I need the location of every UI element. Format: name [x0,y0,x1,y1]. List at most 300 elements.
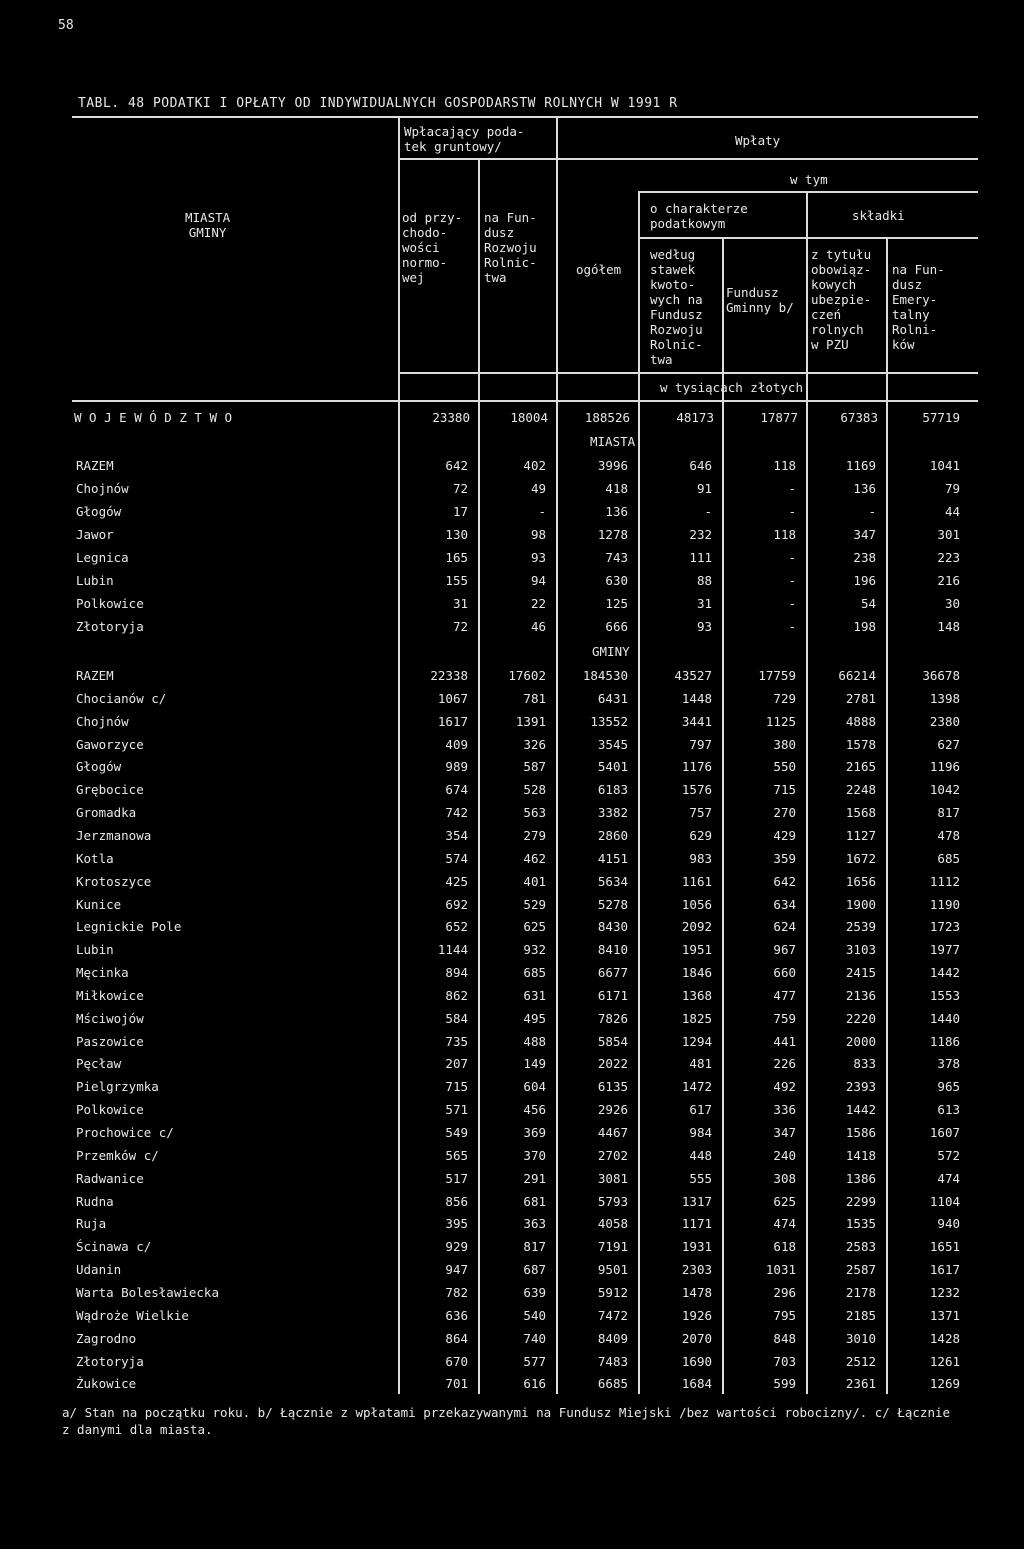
commune-row-value: 4888 [845,713,876,729]
table-title: TABL. 48 PODATKI I OPŁATY OD INDYWIDUALNYCH GOSPODARSTW ROLNYCH W 1991 R [78,96,678,111]
commune-row-value: 529 [523,896,546,912]
city-row-value: 98 [530,527,546,542]
commune-row-value: 965 [937,1079,960,1095]
commune-row-value: 617 [689,1102,712,1118]
city-row-value: - [868,504,876,519]
commune-row-value: 6135 [597,1079,628,1095]
commune-row-value: 1926 [681,1307,712,1323]
voivodeship-values [398,410,968,425]
commune-row-value: 687 [523,1262,546,1278]
commune-row-value: 625 [773,1193,796,1209]
voivodeship-value: 17877 [760,410,798,425]
commune-row-value: 36678 [922,668,960,683]
commune-row-value: 149 [523,1056,546,1072]
city-row-value: 3996 [597,458,628,473]
city-row-value: 216 [937,573,960,588]
commune-row-value: 681 [523,1193,546,1209]
commune-row-value: 441 [773,1033,796,1049]
header-payments-group: Wpłaty [735,133,781,148]
commune-row-value: 5278 [597,896,628,912]
commune-row-value: 6677 [597,965,628,981]
commune-row-value: 795 [773,1307,796,1323]
commune-row-value: 6431 [597,690,628,706]
rule-charakter [640,237,978,239]
rule-top [72,116,978,118]
commune-row-value: 757 [689,805,712,821]
voivodeship-value: 23380 [432,410,470,425]
commune-row-value: 563 [523,805,546,821]
commune-row-value: 565 [445,1147,468,1163]
commune-row-value: 409 [445,736,468,752]
commune-row-value: 5912 [597,1284,628,1300]
commune-row-value: 1586 [845,1125,876,1140]
commune-row-value: 759 [773,1010,796,1026]
commune-row-name: Paszowice [76,1033,144,1049]
commune-row-name: Wądroże Wielkie [76,1307,189,1323]
commune-row-value: 833 [853,1056,876,1072]
commune-row-value: 370 [523,1147,546,1163]
commune-row-value: 1440 [929,1010,960,1026]
commune-row-value: 1196 [929,759,960,775]
commune-row-value: 2248 [845,782,876,798]
commune-row-value: 555 [689,1170,712,1186]
commune-row-value: 2136 [845,987,876,1003]
commune-row-value: 587 [523,759,546,775]
commune-row-name: Chojnów [76,713,129,729]
commune-row-value: 1176 [681,759,712,775]
commune-row-value: 1428 [929,1330,960,1346]
header-skladki: składki [852,208,905,223]
commune-row-value: 781 [523,690,546,706]
commune-row-value: 2185 [845,1307,876,1323]
commune-row-value: 1368 [681,987,712,1003]
commune-row-value: 660 [773,965,796,981]
city-row-value: 22 [530,596,546,611]
city-row-name: RAZEM [76,458,114,473]
commune-row-value: 940 [937,1216,960,1232]
commune-row-value: 613 [937,1102,960,1118]
city-row-value: 196 [853,573,876,588]
commune-row-value: 670 [445,1353,468,1369]
city-row-value: 1169 [845,458,876,473]
city-row-value: 232 [689,527,712,542]
commune-row-value: 2303 [681,1262,712,1278]
commune-row-value: 1042 [929,782,960,798]
city-row-value: 646 [689,458,712,473]
commune-row-value: 1900 [845,896,876,912]
header-tax-group: Wpłacający poda- tek gruntowy/ [404,124,525,154]
commune-row-value: 929 [445,1239,468,1255]
commune-row-value: 616 [523,1376,546,1392]
commune-row-value: 1478 [681,1284,712,1300]
city-row-value: - [788,573,796,588]
commune-row-value: 478 [937,827,960,843]
commune-row-value: 3545 [597,736,628,752]
commune-row-value: 1723 [929,919,960,935]
commune-row-value: 782 [445,1284,468,1300]
commune-row-name: Zagrodno [76,1330,137,1346]
commune-row-value: 571 [445,1102,468,1118]
commune-row-value: 2220 [845,1010,876,1026]
commune-row-value: 729 [773,690,796,706]
commune-row-value: 7483 [597,1353,628,1369]
commune-row-value: 456 [523,1102,546,1118]
commune-row-value: 184530 [582,668,628,683]
commune-row-value: 5401 [597,759,628,775]
commune-row-value: 715 [445,1079,468,1095]
commune-row-value: 474 [937,1170,960,1186]
commune-row-value: 401 [523,873,546,889]
commune-row-value: 2860 [597,827,628,843]
rule-header-bottom [72,400,978,402]
commune-row-value: 1104 [929,1193,960,1209]
commune-row-value: 735 [445,1033,468,1049]
commune-row-value: 574 [445,850,468,866]
city-row-value: 72 [452,619,468,634]
header-charakter: o charakterze podatkowym [650,201,748,231]
city-row-value: 54 [860,596,876,611]
city-row-value: 418 [605,481,628,496]
commune-row-value: 2165 [845,759,876,775]
city-row-value: 93 [696,619,712,634]
commune-row-value: 3382 [597,805,628,821]
commune-row-value: 13552 [590,713,628,729]
commune-row-value: 625 [523,919,546,935]
commune-row-value: 6171 [597,987,628,1003]
commune-row-value: 624 [773,919,796,935]
city-row-value: 642 [445,458,468,473]
city-row-name: Lubin [76,573,114,588]
commune-row-value: 636 [445,1307,468,1323]
commune-row-value: 618 [773,1239,796,1255]
commune-row-name: Pęcław [76,1056,122,1072]
commune-row-value: 797 [689,736,712,752]
commune-row-value: 1607 [929,1125,960,1140]
header-w-tym: w tym [790,172,828,187]
commune-row-name: Ścinawa c/ [76,1239,152,1255]
city-row-value: 1041 [929,458,960,473]
voivodeship-value: 57719 [922,410,960,425]
commune-row-value: 8410 [597,942,628,958]
commune-row-value: 1825 [681,1010,712,1026]
commune-row-value: 1448 [681,690,712,706]
commune-row-value: 1232 [929,1284,960,1300]
commune-row-value: 983 [689,850,712,866]
commune-row-name: Grębocice [76,782,144,798]
commune-row-name: Prochowice c/ [76,1125,174,1140]
commune-row-value: 270 [773,805,796,821]
commune-row-value: 967 [773,942,796,958]
city-row-value: 93 [530,550,546,565]
commune-row-value: 1112 [929,873,960,889]
city-row-value: 30 [944,596,960,611]
commune-row-value: 369 [523,1125,546,1140]
commune-row-value: 894 [445,965,468,981]
commune-row-value: 2022 [597,1056,628,1072]
city-row-value: 666 [605,619,628,634]
voivodeship-value: 67383 [840,410,878,425]
commune-row-value: 550 [773,759,796,775]
commune-row-value: 1442 [845,1102,876,1118]
city-row-name: Głogów [76,504,122,519]
commune-row-value: 17759 [758,668,796,683]
commune-row-value: 5854 [597,1033,628,1049]
city-row-value: - [788,504,796,519]
commune-row-value: 577 [523,1353,546,1369]
commune-row-name: Miłkowice [76,987,144,1003]
city-row-value: - [788,619,796,634]
commune-row-value: 2583 [845,1239,876,1255]
city-row-name: Polkowice [76,596,144,611]
commune-row-name: Chocianów c/ [76,690,167,706]
commune-row-value: 495 [523,1010,546,1026]
commune-row-value: 864 [445,1330,468,1346]
commune-row-value: 599 [773,1376,796,1392]
commune-row-name: Kunice [76,896,122,912]
commune-row-value: 5793 [597,1193,628,1209]
commune-row-value: 1931 [681,1239,712,1255]
commune-row-value: 308 [773,1170,796,1186]
city-row-value: - [788,596,796,611]
commune-row-name: Polkowice [76,1102,144,1118]
commune-row-name: Jerzmanowa [76,827,152,843]
header-insurance: z tytułu obowiąz- kowych ubezpie- czeń rolnych w PZU [811,247,872,352]
commune-row-name: Legnickie Pole [76,919,182,935]
commune-row-value: 7191 [597,1239,628,1255]
commune-row-value: 1294 [681,1033,712,1049]
header-units: w tysiącach złotych [660,380,803,395]
commune-row-value: 627 [937,736,960,752]
city-row-value: 136 [853,481,876,496]
commune-row-value: 8409 [597,1330,628,1346]
commune-row-value: 226 [773,1056,796,1072]
commune-row-value: 7472 [597,1307,628,1323]
commune-row-value: 6685 [597,1376,628,1392]
commune-row-value: 1317 [681,1193,712,1209]
city-row-value: 118 [773,458,796,473]
city-row-value: 91 [696,481,712,496]
city-row-value: 17 [452,504,468,519]
commune-row-value: 3081 [597,1170,628,1186]
city-row-value: 118 [773,527,796,542]
commune-row-value: 2587 [845,1262,876,1278]
commune-row-value: 634 [773,896,796,912]
commune-row-value: 1386 [845,1170,876,1186]
commune-row-value: 947 [445,1262,468,1278]
commune-row-name: Radwanice [76,1170,144,1186]
commune-row-value: 639 [523,1284,546,1300]
footnote: a/ Stan na początku roku. b/ Łącznie z wpłatami przekazywanymi na Fundusz Miejski /bez wartości robocizny/. c/ Łącznie z danymi dla miasta. [62,1405,951,1437]
commune-row-value: 740 [523,1330,546,1346]
city-row-name: Jawor [76,527,114,542]
commune-row-value: 296 [773,1284,796,1300]
city-row-value: 79 [944,481,960,496]
city-row-value: 238 [853,550,876,565]
commune-row-value: 5634 [597,873,628,889]
header-tax-fund: na Fun- dusz Rozwoju Rolnic- twa [484,210,537,285]
commune-row-value: 528 [523,782,546,798]
commune-row-value: 7826 [597,1010,628,1026]
commune-row-name: Warta Bolesławiecka [76,1284,219,1300]
commune-row-value: 1418 [845,1147,876,1163]
commune-row-value: 22338 [430,668,468,683]
city-row-value: 130 [445,527,468,542]
city-row-value: 46 [530,619,546,634]
commune-row-value: 492 [773,1079,796,1095]
commune-row-value: 932 [523,942,546,958]
commune-row-value: 642 [773,873,796,889]
commune-row-value: 742 [445,805,468,821]
header-commune-fund: Fundusz Gminny b/ [726,285,794,315]
commune-row-value: 354 [445,827,468,843]
commune-row-value: 4151 [597,850,628,866]
commune-row-value: 817 [937,805,960,821]
city-row-value: 148 [937,619,960,634]
commune-row-value: 1553 [929,987,960,1003]
commune-row-value: 572 [937,1147,960,1163]
commune-row-value: 448 [689,1147,712,1163]
city-row-value: 88 [696,573,712,588]
commune-row-value: 481 [689,1056,712,1072]
commune-row-value: 2393 [845,1079,876,1095]
commune-row-value: 549 [445,1125,468,1140]
city-row-value: 136 [605,504,628,519]
commune-row-name: Męcinka [76,965,129,981]
city-row-value: 630 [605,573,628,588]
city-row-value: 223 [937,550,960,565]
commune-row-value: 1125 [765,713,796,729]
commune-row-value: 2415 [845,965,876,981]
voivodeship-value: 188526 [584,410,630,425]
city-row-value: 111 [689,550,712,565]
voivodeship-label: W O J E W Ó D Z T W O [74,410,233,425]
commune-row-value: 429 [773,827,796,843]
commune-row-value: 631 [523,987,546,1003]
commune-row-value: 240 [773,1147,796,1163]
rule-units [400,372,978,374]
city-row-value: - [788,550,796,565]
commune-row-name: Gaworzyce [76,736,144,752]
commune-row-value: 674 [445,782,468,798]
commune-row-name: Żukowice [76,1376,137,1392]
commune-row-value: 6183 [597,782,628,798]
commune-row-value: 1684 [681,1376,712,1392]
commune-row-value: 1067 [437,690,468,706]
commune-row-value: 2380 [929,713,960,729]
commune-row-value: 989 [445,759,468,775]
city-row-value: 31 [452,596,468,611]
commune-row-name: Ruja [76,1216,107,1232]
commune-row-value: 1535 [845,1216,876,1232]
commune-row-name: Głogów [76,759,122,775]
commune-row-value: 395 [445,1216,468,1232]
section-communes: GMINY [592,644,630,659]
commune-row-value: 817 [523,1239,546,1255]
city-row-value: 301 [937,527,960,542]
commune-row-value: 1398 [929,690,960,706]
city-row-value: 44 [944,504,960,519]
commune-row-value: 652 [445,919,468,935]
commune-row-name: Gromadka [76,805,137,821]
city-row-value: 31 [696,596,712,611]
commune-row-value: 1371 [929,1307,960,1323]
commune-row-value: 1144 [437,942,468,958]
commune-row-value: 4058 [597,1216,628,1232]
rule-wtym [640,191,978,193]
commune-row-name: RAZEM [76,668,114,683]
city-row-value: 402 [523,458,546,473]
commune-row-name: Rudna [76,1193,114,1209]
commune-row-value: 347 [773,1125,796,1140]
commune-row-value: 3010 [845,1330,876,1346]
commune-row-value: 1977 [929,942,960,958]
commune-row-value: 378 [937,1056,960,1072]
commune-row-value: 703 [773,1353,796,1369]
commune-row-value: 685 [937,850,960,866]
commune-row-value: 2926 [597,1102,628,1118]
city-row-value: 94 [530,573,546,588]
commune-row-value: 984 [689,1125,712,1140]
commune-row-value: 3441 [681,713,712,729]
commune-row-name: Pielgrzymka [76,1079,159,1095]
commune-row-value: 336 [773,1102,796,1118]
commune-row-value: 856 [445,1193,468,1209]
commune-row-value: 363 [523,1216,546,1232]
commune-row-value: 2539 [845,919,876,935]
city-row-value: 347 [853,527,876,542]
commune-row-value: 1391 [515,713,546,729]
commune-row-value: 1651 [929,1239,960,1255]
commune-row-value: 1190 [929,896,960,912]
commune-row-value: 279 [523,827,546,843]
rule-tax-group [400,158,978,160]
commune-row-value: 1656 [845,873,876,889]
commune-row-value: 2361 [845,1376,876,1392]
commune-row-value: 1617 [437,713,468,729]
commune-row-value: 1617 [929,1262,960,1278]
commune-row-value: 604 [523,1079,546,1095]
commune-row-value: 540 [523,1307,546,1323]
commune-row-name: Krotoszyce [76,873,152,889]
header-total: ogółem [576,262,622,277]
commune-row-value: 380 [773,736,796,752]
commune-row-value: 1690 [681,1353,712,1369]
commune-row-value: 848 [773,1330,796,1346]
header-according-rates: według stawek kwoto- wych na Fundusz Rozwoju Rolnic- twa [650,247,703,367]
commune-row-value: 2178 [845,1284,876,1300]
commune-row-value: 1261 [929,1353,960,1369]
commune-row-value: 1672 [845,850,876,866]
commune-row-value: 1186 [929,1033,960,1049]
city-row-name: Chojnów [76,481,129,496]
commune-row-value: 9501 [597,1262,628,1278]
commune-row-value: 1846 [681,965,712,981]
commune-row-value: 66214 [838,668,876,683]
commune-row-value: 477 [773,987,796,1003]
commune-row-value: 584 [445,1010,468,1026]
commune-row-value: 8430 [597,919,628,935]
commune-row-name: Mściwojów [76,1010,144,1026]
commune-row-value: 1269 [929,1376,960,1392]
city-row-name: Legnica [76,550,129,565]
commune-row-value: 1472 [681,1079,712,1095]
commune-row-value: 685 [523,965,546,981]
voivodeship-value: 48173 [676,410,714,425]
city-row-value: 198 [853,619,876,634]
commune-row-value: 4467 [597,1125,628,1140]
commune-row-value: 1127 [845,827,876,843]
commune-row-value: 692 [445,896,468,912]
